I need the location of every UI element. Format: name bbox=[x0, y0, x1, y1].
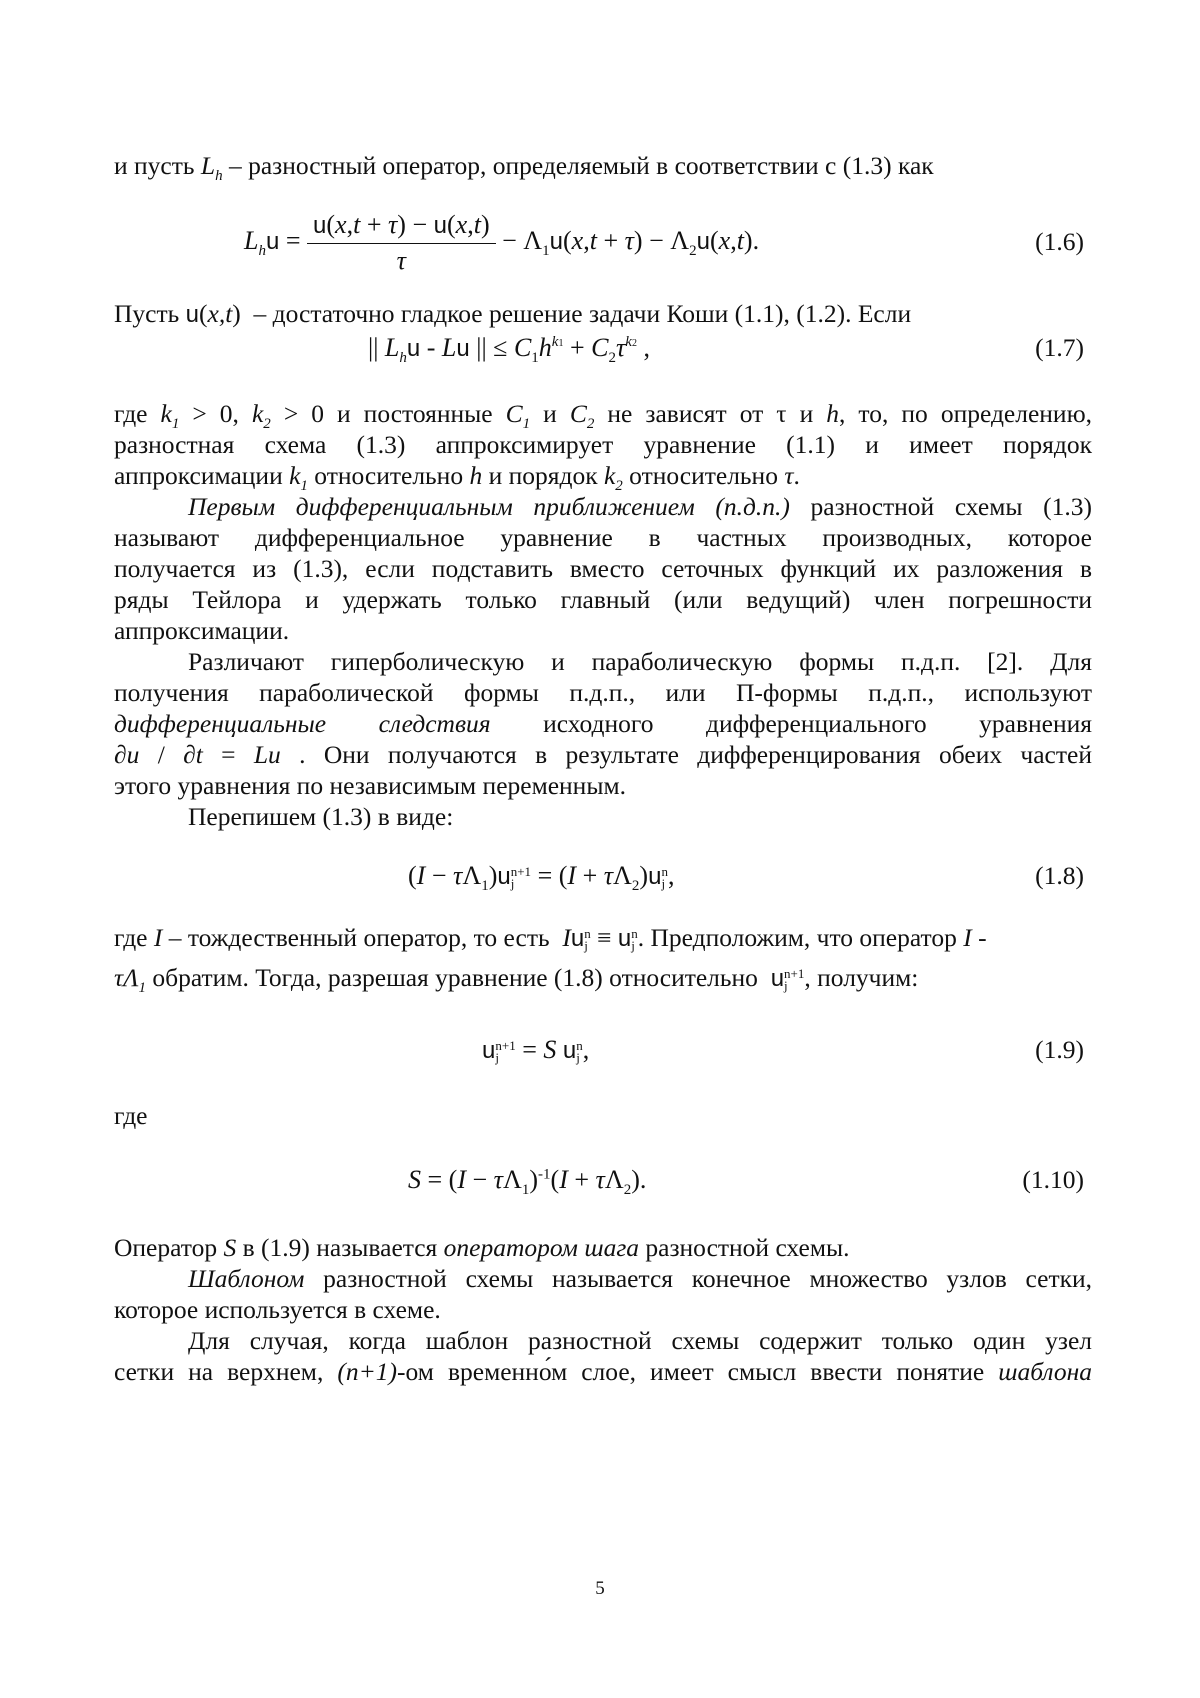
text-line-6: Первым дифференциальным приближением (п.д.п.) разностной схемы (1.3) bbox=[188, 492, 1092, 521]
text-line-7: называют дифференциальное уравнение в частных производных, которое bbox=[114, 523, 1092, 552]
text-line-24: сетки на верхнем, (n+1)-ом временно́м слое, имеет смысл ввести понятие шаблона bbox=[114, 1357, 1092, 1386]
text-line-23: Для случая, когда шаблон разностной схемы содержит только один узел bbox=[188, 1326, 1092, 1355]
text-line-17: где I – тождественный оператор, то есть Iu n j ≡ u n j . Предположим, что оператор I - bbox=[114, 923, 987, 954]
l1-b: – разностный оператор, определяемый в соответствии с (1.3) как bbox=[222, 151, 934, 180]
page-number: 5 bbox=[595, 1578, 605, 1599]
text-line-5: аппроксимации $k_1$ относительно h и порядок $k_2$ относительно τ. bbox=[114, 461, 800, 495]
equation-number-1-10: (1.10) bbox=[1022, 1165, 1084, 1194]
text-line-10: аппроксимации. bbox=[114, 616, 290, 645]
text-line-8: получается из (1.3), если подставить вместо сеточных функций их разложения в bbox=[114, 554, 1092, 583]
text-line-3: где $k_1 > 0$, $k_2 > 0$ и постоянные $C_1$ и $C_2$ не зависят от τ и h, то, по определению, bbox=[114, 399, 1092, 433]
text-line-14: ∂u / ∂t = Lu . Они получаются в результате дифференцирования обеих частей bbox=[114, 740, 1092, 769]
equation-1-6: $L_hu$ = $\frac{u(x,t + \tau) - u(x,t)}{\tau}$ − $\Lambda_1u(x,t + \tau) - \Lambda_2u(x,t)$. bbox=[244, 210, 760, 275]
text-line-1: и пусть $L_h$ – разностный оператор, определяемый в соответствии с (1.3) как bbox=[114, 151, 934, 185]
text-line-15: этого уравнения по независимым переменным. bbox=[114, 771, 626, 800]
equation-number-1-8: (1.8) bbox=[1035, 861, 1084, 890]
equation-number-1-7: (1.7) bbox=[1035, 333, 1084, 362]
text-line-9: ряды Тейлора и удержать только главный (или ведущий) член погрешности bbox=[114, 585, 1092, 614]
l1-a: и пусть bbox=[114, 151, 201, 180]
text-line-4: разностная схема (1.3) аппроксимирует уравнение (1.1) и имеет порядок bbox=[114, 430, 1092, 459]
equation-1-9: u n+1 j = S u n j , bbox=[482, 1035, 590, 1066]
text-line-21: Шаблоном разностной схемы называется конечное множество узлов сетки, bbox=[188, 1264, 1092, 1293]
equation-number-1-6: (1.6) bbox=[1035, 227, 1084, 256]
equation-1-8: $(I - \tau\Lambda_1)u$ n+1 j = $(I + \tau\Lambda_2)u$ n j , bbox=[408, 861, 675, 895]
text-line-13: дифференциальные следствия исходного дифференциального уравнения bbox=[114, 709, 1093, 738]
text-line-16: Перепишем (1.3) в виде: bbox=[188, 802, 454, 831]
equation-number-1-9: (1.9) bbox=[1035, 1035, 1084, 1064]
equation-1-10: $S = (I - \tau\Lambda_1)^{-1}(I + \tau\Lambda_2)$. bbox=[408, 1165, 647, 1199]
text-line-19: где bbox=[114, 1101, 148, 1130]
text-line-2: Пусть u(x,t) – достаточно гладкое решение задачи Коши (1.1), (1.2). Если bbox=[114, 299, 912, 328]
text-line-11: Различают гиперболическую и параболическую формы п.д.п. [2]. Для bbox=[188, 647, 1092, 676]
text-line-18: $\tau\Lambda_1$ обратим. Тогда, разрешая уравнение (1.8) относительно u n+1 j , получим: bbox=[114, 963, 919, 997]
text-line-22: которое используется в схеме. bbox=[114, 1295, 441, 1324]
equation-1-7: || $L_hu$ - Lu || ≤ $C_1h^{k1} + C_2\tau^{k2}$ , bbox=[368, 333, 650, 367]
text-line-20: Оператор S в (1.9) называется оператором шага разностной схемы. bbox=[114, 1233, 850, 1262]
text-line-12: получения параболической формы п.д.п., или П-формы п.д.п., используют bbox=[114, 678, 1092, 707]
